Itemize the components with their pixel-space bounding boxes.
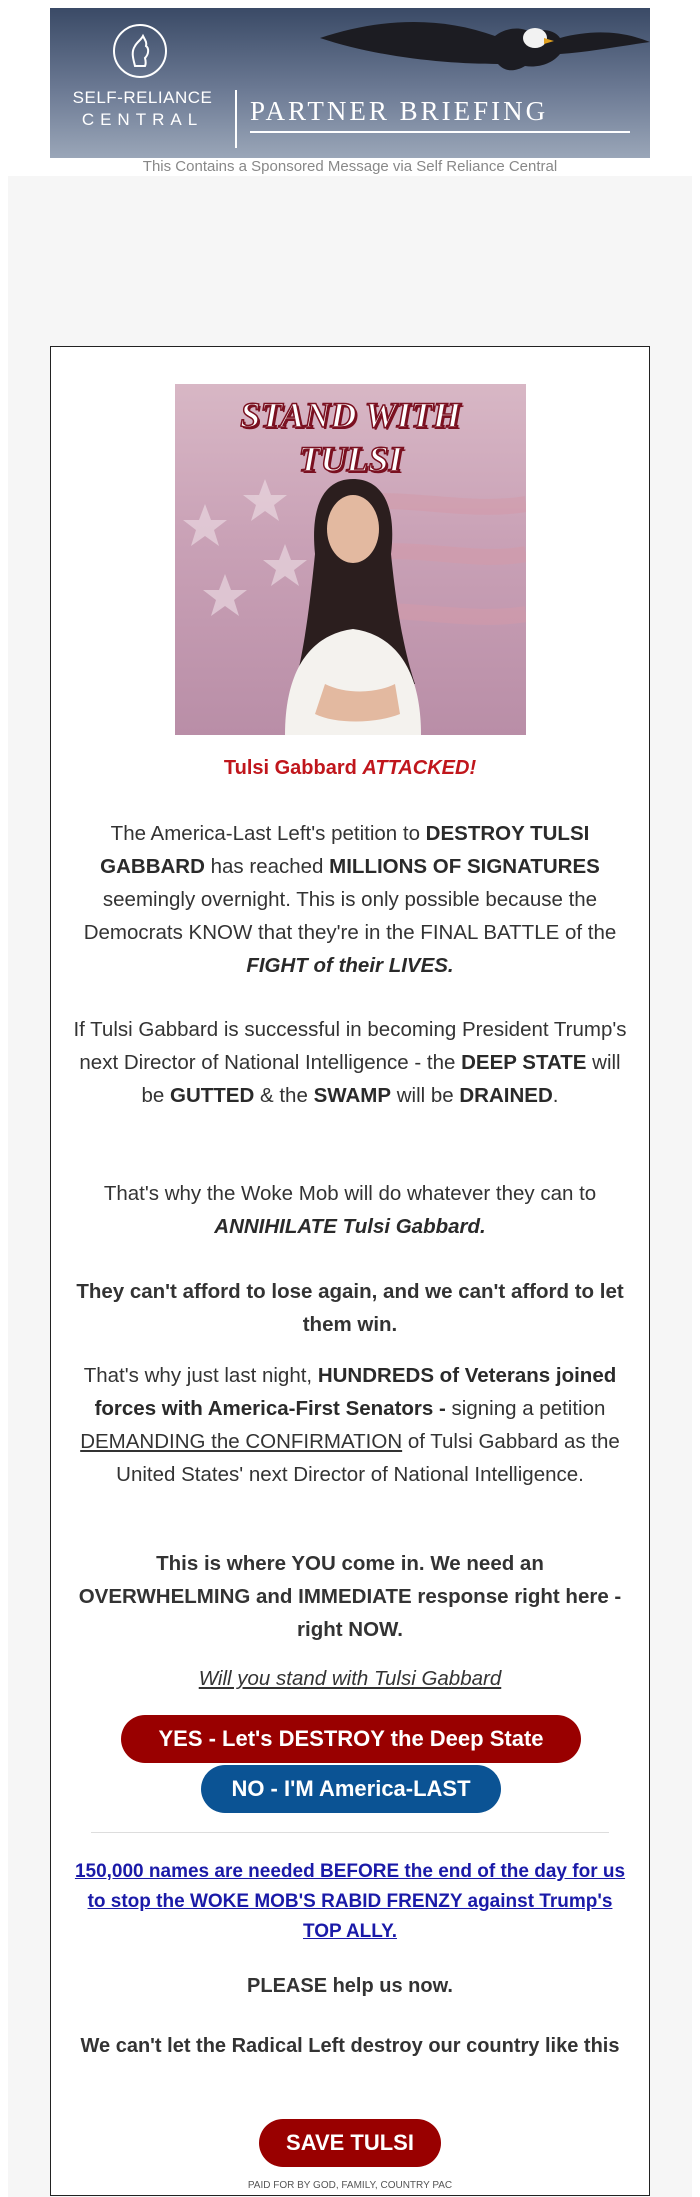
para1-text2: has reached <box>204 855 330 878</box>
logo-text-line2: CENTRAL <box>81 110 204 129</box>
para2-text4: will be <box>391 1084 460 1107</box>
headline-text: Tulsi Gabbard <box>223 757 363 779</box>
headline <box>71 752 629 785</box>
para5-text1: That's why just last night, <box>83 1364 318 1387</box>
paragraph-petition <box>71 817 629 982</box>
header-banner[interactable] <box>50 8 650 158</box>
paragraph-veterans <box>71 1359 629 1491</box>
para1-text3: seemingly overnight. This is only possible because the Democrats KNOW that they're in the FINAL BATTLE of the <box>83 888 617 944</box>
para2-text5: . <box>552 1084 559 1107</box>
hero-title-line1: STAND WITH <box>240 395 461 435</box>
para1-bold1: DESTROY TULSI GABBARD <box>100 822 590 878</box>
para5-text2: signing a petition <box>445 1397 606 1420</box>
para5-bold1: HUNDREDS of Veterans joined forces with America-First Senators - <box>94 1364 617 1420</box>
para3-text1: That's why the Woke Mob will do whatever they can to <box>103 1182 597 1205</box>
save-tulsi-button[interactable]: SAVE TULSI <box>259 2119 441 2167</box>
paragraph-call-to-action: This is where YOU come in. We need an OVERWHELMING and IMMEDIATE response right here - right NOW. <box>78 1552 622 1641</box>
para1-text1: The America-Last Left's petition to <box>110 822 426 845</box>
para2-text3: & the <box>254 1084 314 1107</box>
para1-bold3: FIGHT of their LIVES. <box>246 954 454 977</box>
para1-bold2: MILLIONS OF SIGNATURES <box>329 855 600 878</box>
paragraph-cant-afford: They can't afford to lose again, and we can't afford to let them win. <box>76 1280 624 1336</box>
hero-title-line2: TULSI <box>298 439 403 479</box>
para2-bold4: DRAINED <box>459 1084 553 1107</box>
para2-text1: If Tulsi Gabbard is successful in becoming President Trump's next Director of National Intelligence - the <box>73 1018 627 1074</box>
banner-title-underline <box>250 131 630 133</box>
radical-left-text: We can't let the Radical Left destroy our country like this <box>80 2035 620 2057</box>
logo-emblem-icon <box>113 24 167 78</box>
para2-bold3: SWAMP <box>313 1084 392 1107</box>
paid-for-disclaimer: PAID FOR BY GOD, FAMILY, COUNTRY PAC <box>247 2180 453 2191</box>
names-needed-link[interactable]: 150,000 names are needed BEFORE the end of the day for us to stop the WOKE MOB'S RABID FRENZY against Trump's TOP ALLY. <box>74 1861 626 1942</box>
hero-image[interactable] <box>175 384 526 735</box>
question-stand-with-tulsi[interactable]: Will you stand with Tulsi Gabbard <box>198 1667 502 1690</box>
logo-text-line1: SELF-RELIANCE <box>72 88 213 107</box>
flag-background-icon <box>175 384 526 735</box>
para2-bold1: DEEP STATE <box>461 1051 587 1074</box>
banner-title: PARTNER BRIEFING <box>250 96 549 126</box>
divider-line <box>91 1832 609 1833</box>
para2-text2: will be <box>141 1051 621 1107</box>
eagle-icon <box>320 8 650 98</box>
para5-underline1: DEMANDING the CONFIRMATION <box>80 1430 403 1453</box>
no-button[interactable]: NO - I'M America-LAST <box>201 1765 501 1813</box>
paragraph-woke-mob <box>71 1177 629 1243</box>
para2-bold2: GUTTED <box>170 1084 255 1107</box>
please-help-text: PLEASE help us now. <box>247 1975 453 1997</box>
self-reliance-logo <box>50 8 235 158</box>
banner-divider <box>235 90 237 148</box>
headline-attacked: ATTACKED! <box>362 757 477 779</box>
paragraph-dni <box>71 1013 629 1112</box>
sponsored-notice: This Contains a Sponsored Message via Self Reliance Central <box>142 158 558 175</box>
para5-text3: of Tulsi Gabbard as the United States' next Director of National Intelligence. <box>116 1430 620 1486</box>
message-card <box>50 346 650 2196</box>
yes-button[interactable]: YES - Let's DESTROY the Deep State <box>121 1715 581 1763</box>
para3-bold1: ANNIHILATE Tulsi Gabbard. <box>214 1215 486 1238</box>
